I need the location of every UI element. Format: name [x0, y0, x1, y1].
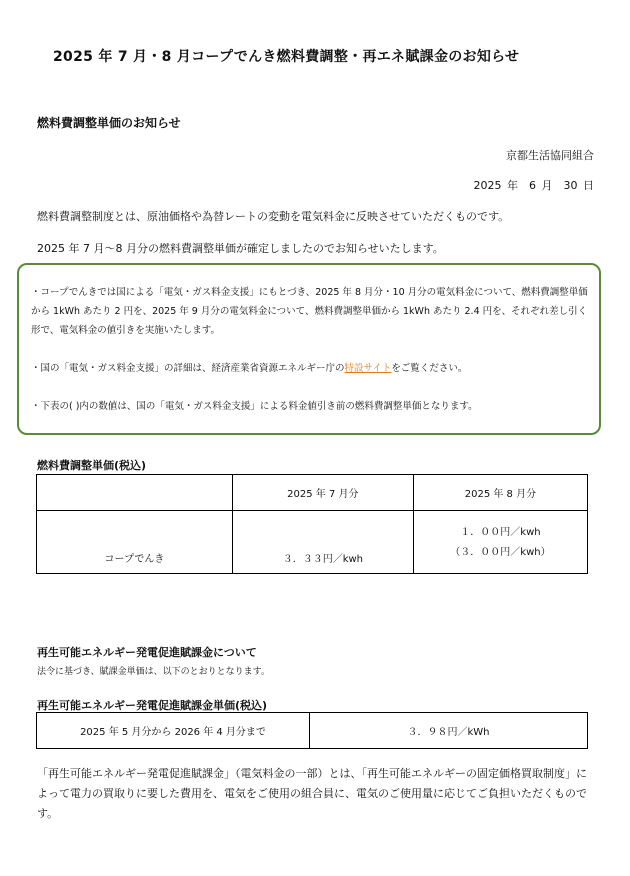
notice-item-discount: ・コープでんきでは国による「電気・ガス料金支援」にもとづき、2025 年 8 月分・10 月分の電気料金について、燃料費調整単価から 1kWh あたり 2 円を、2025 年 9 月分の電気料金について、燃料費調整単価から 1kWh あたり 2.4 円を、それぞれ差し引く形で、電気料金の値引きを実施いたします。: [31, 287, 588, 336]
renewable-levy-table: [36, 712, 588, 749]
table-row: [37, 511, 588, 574]
notice-item-parentheses: ・下表の( )内の数値は、国の「電気・ガス料金支援」による料金値引き前の燃料費調整単価となります。: [31, 401, 478, 412]
notice-item-details-after: をご覧ください。: [391, 363, 468, 374]
august-rate-before-discount: （３．００円／kwh）: [450, 547, 551, 558]
table-header-row: [37, 475, 588, 511]
special-site-link[interactable]: 特設サイト: [344, 363, 392, 374]
table-header-cell: [37, 475, 233, 511]
table-header-cell: 2025 年 7 月分: [232, 475, 413, 511]
fuel-section-heading: 燃料費調整単価のお知らせ: [37, 116, 181, 130]
renewable-table-title: 再生可能エネルギー発電促進賦課金単価(税込): [37, 699, 268, 712]
august-rate: １．００円／kwh: [460, 527, 541, 538]
page-title: 2025 年 7 月・8 月コープでんき燃料費調整・再エネ賦課金のお知らせ: [53, 49, 520, 65]
july-rate: ３．３３円／kwh: [232, 511, 413, 574]
renewable-subtext: 法令に基づき、賦課金単価は、以下のとおりとなります。: [37, 667, 270, 677]
fuel-table-title: 燃料費調整単価(税込): [37, 459, 147, 472]
notice-box: [17, 263, 601, 435]
fuel-adjustment-table: [36, 474, 588, 574]
issue-date: 2025 年 6 月 30 日: [473, 179, 594, 192]
intro-paragraph-1: 燃料費調整制度とは、原油価格や為替レートの変動を電気料金に反映させていただくものです。: [37, 210, 510, 223]
levy-period: 2025 年 5 月分から 2026 年 4 月分まで: [37, 713, 310, 749]
table-row-label: コープでんき: [37, 511, 233, 574]
levy-rate: ３．９８円／kWh: [310, 713, 588, 749]
organization-name: 京都生活協同組合: [506, 149, 594, 162]
table-row: [37, 713, 588, 749]
notice-item-details-before: ・国の「電気・ガス料金支援」の詳細は、経済産業省資源エネルギー庁の: [31, 363, 345, 374]
table-header-cell: 2025 年 8 月分: [413, 475, 587, 511]
renewable-section-heading: 再生可能エネルギー発電促進賦課金について: [37, 646, 257, 659]
renewable-description: 「再生可能エネルギー発電促進賦課金」（電気料金の一部）とは、「再生可能エネルギーの固定価格買取制度」によって電力の買取りに要した費用を、電気をご使用の組合員に、電気のご使用量に応じてご負担いただくものです。: [37, 767, 587, 820]
august-rate-cell: [413, 511, 587, 574]
intro-paragraph-2: 2025 年 7 月～8 月分の燃料費調整単価が確定しましたのでお知らせいたします。: [37, 242, 444, 255]
notice-item-details: [31, 359, 593, 378]
